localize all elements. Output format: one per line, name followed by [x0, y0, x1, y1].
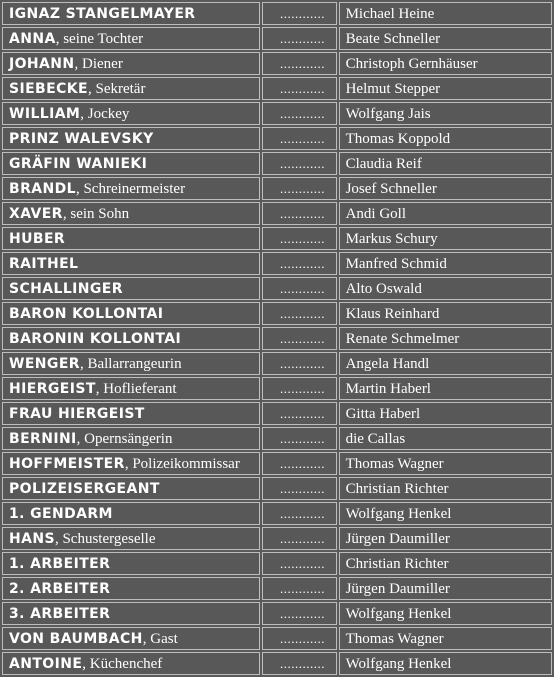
dots-cell [262, 352, 336, 375]
table-row [2, 152, 552, 175]
actor-cell [339, 402, 552, 425]
actor-name: Helmut Stepper [345, 80, 441, 97]
role-name: POLIZEISERGEANT [9, 480, 160, 497]
role-description: , Schreinermeister [75, 180, 186, 197]
actor-cell [339, 627, 552, 650]
role-name: GRÄFIN WANIEKI [9, 155, 148, 172]
leader-dots: ............ [280, 255, 326, 271]
actor-cell [339, 277, 552, 300]
actor-name: Thomas Wagner [345, 630, 444, 647]
role-cell [2, 252, 260, 275]
dots-cell [262, 127, 336, 150]
actor-cell [339, 127, 552, 150]
table-row [2, 52, 552, 75]
actor-cell [339, 427, 552, 450]
dots-cell [262, 377, 336, 400]
dots-cell [262, 577, 336, 600]
actor-name: Jürgen Daumiller [345, 580, 450, 597]
actor-name: Martin Haberl [345, 380, 431, 397]
dots-cell [262, 302, 336, 325]
dots-cell [262, 152, 336, 175]
role-name: BARONIN KOLLONTAI [9, 330, 182, 347]
actor-cell [339, 477, 552, 500]
actor-name: Wolfgang Henkel [345, 655, 452, 672]
leader-dots: ............ [280, 655, 326, 671]
role-cell [2, 327, 260, 350]
leader-dots: ............ [280, 505, 326, 521]
role-cell [2, 2, 260, 25]
dots-cell [262, 27, 336, 50]
dots-cell [262, 477, 336, 500]
table-row [2, 102, 552, 125]
actor-cell [339, 302, 552, 325]
leader-dots: ............ [280, 530, 326, 546]
leader-dots: ............ [280, 305, 326, 321]
dots-cell [262, 52, 336, 75]
table-row [2, 302, 552, 325]
actor-cell [339, 502, 552, 525]
role-description: , Diener [74, 55, 123, 72]
actor-cell [339, 452, 552, 475]
role-description: , Küchenchef [82, 655, 163, 672]
actor-name: Jürgen Daumiller [345, 530, 450, 547]
role-cell [2, 127, 260, 150]
actor-cell [339, 2, 552, 25]
role-name: VON BAUMBACH [9, 630, 143, 647]
actor-name: Alto Oswald [345, 280, 422, 297]
role-name: BRANDL [9, 180, 76, 197]
role-description: , Schustergeselle [54, 530, 156, 547]
leader-dots: ............ [280, 280, 326, 296]
role-name: ANNA [9, 30, 56, 47]
table-row [2, 2, 552, 25]
leader-dots: ............ [280, 355, 326, 371]
dots-cell [262, 77, 336, 100]
role-cell [2, 377, 260, 400]
role-name: SCHALLINGER [9, 280, 123, 297]
role-cell [2, 427, 260, 450]
actor-name: Thomas Wagner [345, 455, 444, 472]
table-row [2, 352, 552, 375]
role-cell [2, 52, 260, 75]
role-name: SIEBECKE [9, 80, 88, 97]
actor-name: Claudia Reif [345, 155, 422, 172]
table-row [2, 277, 552, 300]
table-row [2, 227, 552, 250]
dots-cell [262, 252, 336, 275]
role-cell [2, 227, 260, 250]
table-row [2, 327, 552, 350]
role-name: WENGER [9, 355, 80, 372]
actor-cell [339, 652, 552, 675]
table-row [2, 652, 552, 675]
role-name: HUBER [9, 230, 66, 247]
table-row [2, 552, 552, 575]
table-row [2, 527, 552, 550]
leader-dots: ............ [280, 405, 326, 421]
cast-table-body [2, 2, 552, 675]
dots-cell [262, 502, 336, 525]
role-cell [2, 277, 260, 300]
leader-dots: ............ [280, 430, 326, 446]
role-cell [2, 602, 260, 625]
role-name: RAITHEL [9, 255, 79, 272]
dots-cell [262, 327, 336, 350]
actor-cell [339, 527, 552, 550]
role-description: , Hoflieferant [95, 380, 177, 397]
table-row [2, 127, 552, 150]
role-name: FRAU HIERGEIST [9, 405, 145, 422]
role-cell [2, 352, 260, 375]
table-row [2, 452, 552, 475]
actor-name: Gitta Haberl [345, 405, 421, 422]
role-cell [2, 452, 260, 475]
dots-cell [262, 202, 336, 225]
actor-name: Wolfgang Jais [345, 105, 431, 122]
actor-cell [339, 252, 552, 275]
dots-cell [262, 402, 336, 425]
role-cell [2, 652, 260, 675]
leader-dots: ............ [280, 230, 326, 246]
role-description: , Jockey [80, 105, 130, 122]
dots-cell [262, 527, 336, 550]
role-name: WILLIAM [9, 105, 81, 122]
dots-cell [262, 277, 336, 300]
table-row [2, 177, 552, 200]
dots-cell [262, 102, 336, 125]
actor-name: Christoph Gernhäuser [345, 55, 478, 72]
role-description: , Sekretär [87, 80, 146, 97]
role-cell [2, 577, 260, 600]
role-name: HANS [9, 530, 55, 547]
leader-dots: ............ [280, 80, 326, 96]
dots-cell [262, 602, 336, 625]
dots-cell [262, 2, 336, 25]
role-name: PRINZ WALEVSKY [9, 130, 154, 147]
actor-name: Angela Handl [345, 355, 430, 372]
dots-cell [262, 552, 336, 575]
actor-cell [339, 202, 552, 225]
actor-name: Klaus Reinhard [345, 305, 440, 322]
actor-cell [339, 377, 552, 400]
role-description: , Opernsängerin [76, 430, 173, 447]
leader-dots: ............ [280, 55, 326, 71]
actor-cell [339, 27, 552, 50]
actor-name: Wolfgang Henkel [345, 505, 452, 522]
role-name: IGNAZ STANGELMAYER [9, 5, 196, 22]
role-cell [2, 552, 260, 575]
table-row [2, 502, 552, 525]
role-cell [2, 627, 260, 650]
role-name: 1. GENDARM [9, 505, 113, 522]
role-cell [2, 202, 260, 225]
actor-cell [339, 327, 552, 350]
table-row [2, 627, 552, 650]
leader-dots: ............ [280, 5, 326, 21]
actor-name: Thomas Koppold [345, 130, 451, 147]
table-row [2, 402, 552, 425]
leader-dots: ............ [280, 155, 326, 171]
role-name: HIERGEIST [9, 380, 96, 397]
table-row [2, 602, 552, 625]
leader-dots: ............ [280, 480, 326, 496]
leader-dots: ............ [280, 180, 326, 196]
table-row [2, 477, 552, 500]
role-cell [2, 152, 260, 175]
role-cell [2, 77, 260, 100]
leader-dots: ............ [280, 605, 326, 621]
role-name: BERNINI [9, 430, 77, 447]
table-row [2, 77, 552, 100]
role-name: 2. ARBEITER [9, 580, 111, 597]
role-name: 1. ARBEITER [9, 555, 111, 572]
role-name: 3. ARBEITER [9, 605, 111, 622]
actor-cell [339, 602, 552, 625]
actor-cell [339, 552, 552, 575]
actor-name: Wolfgang Henkel [345, 605, 452, 622]
role-description: , Ballarrangeurin [79, 355, 182, 372]
leader-dots: ............ [280, 30, 326, 46]
actor-name: Christian Richter [345, 480, 449, 497]
table-row [2, 27, 552, 50]
leader-dots: ............ [280, 105, 326, 121]
dots-cell [262, 627, 336, 650]
leader-dots: ............ [280, 380, 326, 396]
leader-dots: ............ [280, 630, 326, 646]
actor-cell [339, 577, 552, 600]
role-description: , Polizeikommissar [124, 455, 240, 472]
actor-cell [339, 352, 552, 375]
role-cell [2, 302, 260, 325]
table-row [2, 577, 552, 600]
actor-cell [339, 77, 552, 100]
leader-dots: ............ [280, 555, 326, 571]
role-name: HOFFMEISTER [9, 455, 125, 472]
role-cell [2, 402, 260, 425]
role-cell [2, 477, 260, 500]
actor-name: Andi Goll [345, 205, 407, 222]
actor-cell [339, 152, 552, 175]
actor-cell [339, 177, 552, 200]
role-cell [2, 27, 260, 50]
leader-dots: ............ [280, 455, 326, 471]
actor-name: Manfred Schmid [345, 255, 447, 272]
table-row [2, 427, 552, 450]
actor-cell [339, 102, 552, 125]
dots-cell [262, 427, 336, 450]
dots-cell [262, 452, 336, 475]
role-cell [2, 102, 260, 125]
role-name: JOHANN [9, 55, 75, 72]
actor-name: Michael Heine [345, 5, 435, 22]
actor-name: Beate Schneller [345, 30, 441, 47]
role-name: XAVER [9, 205, 63, 222]
leader-dots: ............ [280, 205, 326, 221]
role-cell [2, 527, 260, 550]
actor-cell [339, 52, 552, 75]
actor-name: Markus Schury [345, 230, 438, 247]
leader-dots: ............ [280, 580, 326, 596]
role-cell [2, 502, 260, 525]
role-name: BARON KOLLONTAI [9, 305, 164, 322]
table-row [2, 252, 552, 275]
role-description: , sein Sohn [62, 205, 130, 222]
actor-name: die Callas [345, 430, 406, 447]
role-cell [2, 177, 260, 200]
actor-cell [339, 227, 552, 250]
leader-dots: ............ [280, 130, 326, 146]
leader-dots: ............ [280, 330, 326, 346]
role-description: , seine Tochter [55, 30, 144, 47]
role-description: , Gast [142, 630, 178, 647]
actor-name: Christian Richter [345, 555, 449, 572]
dots-cell [262, 227, 336, 250]
dots-cell [262, 652, 336, 675]
dots-cell [262, 177, 336, 200]
table-row [2, 377, 552, 400]
actor-name: Josef Schneller [345, 180, 437, 197]
table-row [2, 202, 552, 225]
actor-name: Renate Schmelmer [345, 330, 460, 347]
role-name: ANTOINE [9, 655, 83, 672]
